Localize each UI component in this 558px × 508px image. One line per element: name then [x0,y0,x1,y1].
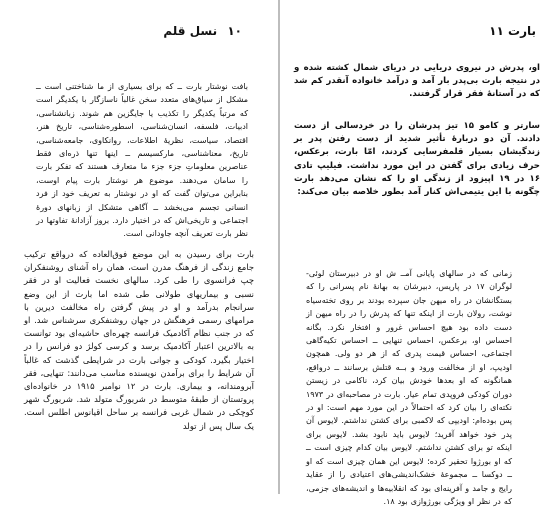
running-title: نسل قلم [163,24,218,38]
body-paragraph: سارتر و کامو ۱۵ تیز پدرشان را در خردسالی از دست دادند. آن دو دربارهٔ تأثیر شدید از دست رفتن پدر بر زندگیشان بسیار قلمفرسایی کردند، امّا بارت، برعکس، حرف زیادی برای گفتن در این مورد نداشت. فیلیپ تادی ۱۶ در ۱۹ اپیزود از زندگی او را که نشان می‌دهد بارت چگونه با این یتیمی‌اش کنار آمد بطور خلاصه بیان می‌کند: [294,121,540,198]
right-page [280,0,558,506]
block-quote: بافت نوشتار بارت ــ که برای بسیاری از ما شناختنی است ــ مشکل از سیاق‌های متعدد سخن غالباً ناسازگار با یکدیگر است که مرتباً یکدیگر را تکذیب یا جایگزین هم شوند. زبانشناسی، ادبیات، فلسفه، انسان‌شناسی، اسطوره‌شناسی، تاریخ هنر، اقتصاد، سیاست، نظریهٔ اطلاعات، روانکاوی، جامعه‌شناسی، تاریخ، معناشناسی، مارکسیسم ــ اینها تنها ذره‌ای فقط عناصرین معلوماتِ جزء جزء ما متعارف هستند که تفکر بارت را سامان می‌دهند. موضوع هر نوشتار بارت پیام اوست، بنابراین می‌توان گفت که او در نوشتار به تعریف خود از فرد انسانی تجسم می‌بخشد ــ آگاهی متشکل از زبانهای دورهٔ اجتماعی و تاریخی‌اش که در اختیار دارد. بروز آزادانهٔ تفاوتها در نظر بارت تعریف آنچه جاودانی است. [36,82,248,239]
block-quote: زمانی که در سالهای پایانی آمــ ش او در دبیرستان لوئی-لوگران ۱۷ در پاریس، دبیرشان به بهانهٔ نام پسرانی را که بستگانشان در راه میهن جان سپرده بودند بر روی تخته‌سیاه نوشت، رولان بارت از اینکه تنها که پدرش را در راه میهن از دست داده بود هیچ احساس غرور و افتخار نکرد. بگانه احساس او، برعکس، احساس تنهایی ــ احساس تکیه‌گاهی اجتماعی، احساس قیمت پدری که از هر دو ولی. همچون اودیپ، او از مخالفت ورود و بــه قتلش برسانند ــ درواقع، همانگونه که او بعدها خودش بیان کرد، ناکامی در زیستن دوران کودکی فروپدی تمام عیار. بارت در مصاحبه‌ای در ۱۹۷۳ نکته‌ای را بیان کرد که احتمالاً در این مورد مهم است: او در پس بوده‌ام: اودیپی که لاکمبی برای کشتن نداشتم. لایوس آن پدر خود خواهد آفرید؛ لایوس باید نابود بشد. لایوس برای اینکه تو برای کشتن نداشتم. لایوس بیان کدام چیزی است ــ که او بورژوا تحقیر کرده؛ لایوس این همان چیزی است که او ــ دوکسا ــ مجموعهٔ خشک‌اندیشی‌های اعتیادی را از عقاید رایج و جامد و آفرینه‌ای بود که انقلابیه‌ها و اندیشه‌های جزمی، که در نظر او ویژگی بورژوازی بود ۱۸. [306,269,513,506]
body-paragraph: بارت برای رسیدن به این موضع فوق‌العاده که درواقع ترکیب جامع زندگی از فرهنگ مدرن است، همان راه آشنای روشنفکران چپ فرانسوی را طی کرد. سالهای نخست فعالیت او در فقر نسبی و بیماریهای طولانی طی شده اما بارت از این وضع سرانجام بدرآمد و او در پیش گرفتن راه مخالفت دیرین با مرامهای رسمی فرهنگش در جهان روشنفکری سرشناس شد. او که در جنب نظام آکادمیک فرانسه چهره‌ای حاشیه‌ای بود توانست به بالاترین اعتبار آکادمیک برسد و کرسی کولژ دو فرانس را در اختیار بگیرد. کودکی و جوانی بارت در شرایطی گذشت که غالباً آن شرایط را برای برآمدن نویسنده مناسب می‌دانند: تنهایی، فقر آبرومندانه، و بیماری. بارت در ۱۲ نوامبر ۱۹۱۵ در خانواده‌ای پروتستان از طبقهٔ متوسط در شربورگ متولد شد. شربورگ شهر کوچکی در شمال غربی فرانسه بر ساحل اقیانوس اطلس است. یک سال پس از تولد [24,249,254,431]
page-number: ۱۰ [227,24,242,38]
page-header [163,24,242,38]
running-title: بارت [508,24,536,38]
page-number: ۱۱ [489,24,504,38]
left-page [0,0,278,494]
body-paragraph: او، پدرش در نیروی دریایی در دریای شمال کشته شده و در نتیجه بارت بی‌پدر بار آمد و درآمد خانواده آنقدر کم شد که در آستانهٔ فقر قرار گرفتند. [294,63,540,100]
page-header [483,24,536,38]
